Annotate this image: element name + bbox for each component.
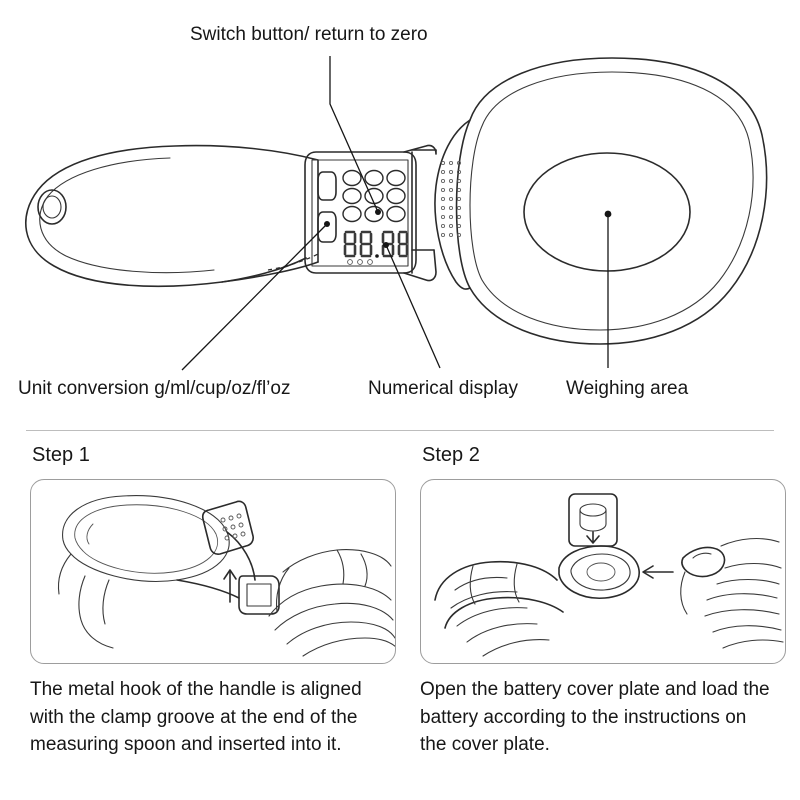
step-1-title: Step 1 bbox=[32, 444, 90, 466]
callout-label-weighing-area: Weighing area bbox=[566, 378, 689, 399]
step-1-illustration bbox=[31, 480, 396, 664]
step-2-block bbox=[420, 444, 788, 759]
callout-label-numerical-display: Numerical display bbox=[368, 378, 518, 399]
step-2-caption: Open the battery cover plate and load the battery according to the instructions on the cover plate. bbox=[420, 679, 770, 756]
step-1-block bbox=[30, 444, 398, 759]
section-divider bbox=[26, 430, 774, 431]
step-2-illustration bbox=[421, 480, 786, 664]
callout-label-switch-button: Switch button/ return to zero bbox=[190, 24, 428, 45]
step-2-figure bbox=[420, 479, 786, 664]
callout-label-unit-conversion: Unit conversion g/ml/cup/oz/fl’oz bbox=[18, 378, 291, 399]
step-1-figure bbox=[30, 479, 396, 664]
step-1-caption: The metal hook of the handle is aligned with the clamp groove at the end of the measuring spoon and inserted into it. bbox=[30, 679, 362, 756]
step-2-title: Step 2 bbox=[422, 444, 480, 466]
